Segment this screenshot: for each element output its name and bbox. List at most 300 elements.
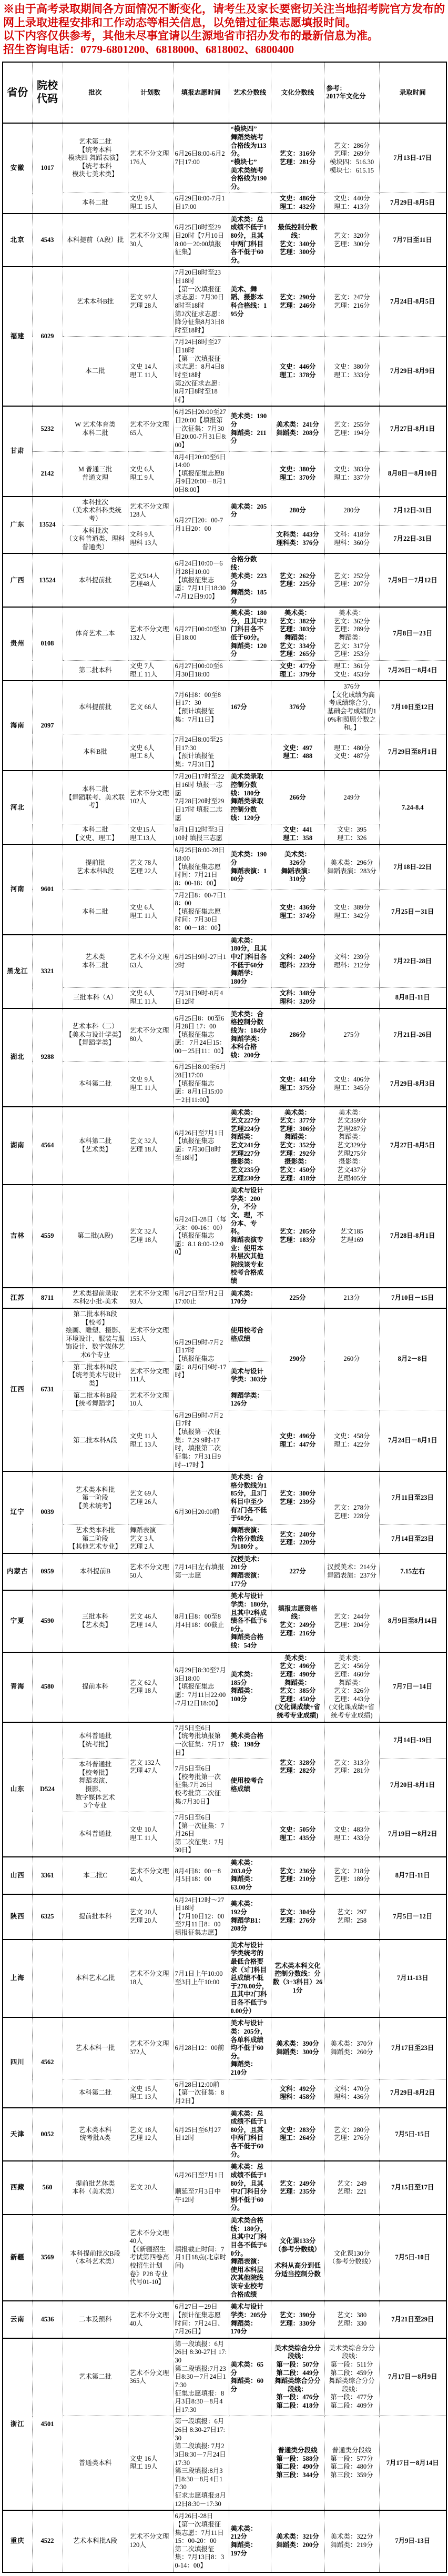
- batch-cell: 提前本科: [63, 1652, 128, 1722]
- ref-2017-cell: 普通类分段线 第一段：577分 第二段：480分 第三段：359分: [324, 2416, 379, 2510]
- art-line-cell: 美术类：190分 舞蹈表演：100分: [229, 844, 271, 890]
- art-line-cell: 美术类： 203.0分 舞蹈类： 63.00分: [229, 1857, 271, 1894]
- art-line-cell: [229, 1410, 271, 1471]
- plan-cell: 文史 6人 理工 11人: [128, 988, 173, 1008]
- admission-time-cell: 7月17日至23日: [379, 2017, 446, 2079]
- province-name: 陕西: [3, 1894, 32, 1939]
- art-line-cell: “模块四” 舞蹈类统考合格线为113分。 “模块七” 美术类统考合格线为190分。: [229, 123, 271, 193]
- art-line-cell: [229, 451, 271, 497]
- time-cell: 7月31日9时-8月4日12时: [173, 988, 229, 1008]
- art-line-cell: 美术类：总成绩不低于180分，且其中2门科目分别不低于60分。: [229, 2161, 271, 2215]
- art-line-cell: [229, 525, 271, 553]
- culture-line-cell: 美术类： 326分 舞蹈表演： 310分: [271, 844, 324, 890]
- plan-cell: 文史 11人 理工 13人: [128, 1410, 173, 1471]
- batch-cell: 本科第二批 【艺术类】: [63, 1107, 128, 1185]
- culture-line-cell: 美术类：241分 舞蹈类：208分: [271, 406, 324, 451]
- plan-cell: 艺术不分文理 120人: [128, 2510, 173, 2572]
- culture-line-cell: 266分: [271, 771, 324, 824]
- ref-2017-cell: 文化课130分 （参考分数线）: [324, 2215, 379, 2301]
- table-row: [3, 1471, 446, 1524]
- batch-cell: 艺术第二批 【统考本科 模块四 舞蹈表演】 【统考本科 模块七美术类】: [63, 123, 128, 193]
- table-row: [3, 890, 446, 935]
- plan-cell: 艺文 46人 艺理 14人: [128, 1590, 173, 1652]
- culture-line-cell: 普通类分段线 第一段：588分 第二段：490分 第三段：344分: [271, 2416, 324, 2510]
- batch-cell: 艺术本科一批: [63, 2017, 128, 2079]
- plan-cell: 艺术不分文理 365人: [128, 2338, 173, 2416]
- column-header: 参考： 2017年文化分: [324, 62, 379, 123]
- culture-line-cell: 艺文：249分 艺理：235分: [271, 2161, 324, 2215]
- art-line-cell: 美术类： 180分，且其中2门科目各不低于60分 舞蹈学： 180分: [229, 935, 271, 988]
- art-line-cell: [229, 2416, 271, 2510]
- batch-cell: 艺术类本科批 第二阶段 【其他艺术专业】: [63, 1524, 128, 1553]
- culture-line-cell: 286分: [271, 1008, 324, 1062]
- ref-2017-cell: 文史：440分 理工：413分: [324, 193, 379, 214]
- time-cell: 6月28日12：00前: [173, 2017, 229, 2079]
- admission-time-cell: 7月11-13日: [379, 1939, 446, 2018]
- plan-cell: 艺术不分文理 50人: [128, 1553, 173, 1591]
- admission-time-cell: 7月10日－15日: [379, 1288, 446, 1308]
- province-name: 江苏: [3, 1288, 32, 1308]
- batch-cell: M 普通三批 普通文理: [63, 451, 128, 497]
- college-code: 6029: [32, 267, 63, 406]
- plan-cell: 艺术不分文理 176人: [128, 123, 173, 193]
- batch-cell: 第二批(A段): [63, 1185, 128, 1288]
- batch-cell: 本科艺术乙批: [63, 1939, 128, 2018]
- ref-2017-cell: 文史：380分 理工：333分: [324, 337, 379, 407]
- admission-time-cell: 7.15左右: [379, 1553, 446, 1591]
- plan-cell: 艺术不分文理 93人: [128, 1288, 173, 1308]
- art-line-cell: [229, 890, 271, 935]
- province-name: 湖北: [3, 1008, 32, 1107]
- art-line-cell: 美术、舞蹈、摄影本科合格线：195分: [229, 267, 271, 337]
- table-row: [3, 1308, 446, 1361]
- art-line-cell: 美术与设计学类统考的最低合格要求（3门科目总成绩不低于270.00分，且其中2门科目各不低于90.00分）: [229, 1939, 271, 2018]
- admission-time-cell: 7月5日－12日: [379, 1894, 446, 1939]
- province-name: 天津: [3, 2108, 32, 2161]
- batch-cell: 本科批次 （美术术科科类统考）: [63, 497, 128, 525]
- art-line-cell: 美术与设计学类：303分: [229, 1361, 271, 1390]
- time-cell: 8月1日8：00至8月4日18：00截止: [173, 1590, 229, 1652]
- art-line-cell: 美术类： 170分: [229, 1288, 271, 1308]
- ref-2017-cell: 文史：483分 理工：433分: [324, 1812, 379, 1857]
- admission-time-cell: 7月26日－8月4日: [379, 660, 446, 681]
- batch-cell: 提前批本科: [63, 1894, 128, 1939]
- ref-2017-cell: 249分: [324, 771, 379, 824]
- college-code: 13524: [32, 497, 63, 554]
- table-row: [3, 451, 446, 497]
- art-line-cell: 美术类：190分 舞蹈类：211分: [229, 406, 271, 451]
- college-code: 6731: [32, 1308, 63, 1471]
- ref-2017-cell: 280分: [324, 497, 379, 525]
- plan-cell: 艺术不分文理 40人 【《新疆招生考试第四卷高校招生计划卷》P28 专业代号01-10】: [128, 2215, 173, 2301]
- time-cell: 6月24日10:00－6月28日10:00 【填报征集志愿：7月11日18:30-7月12日9:00】: [173, 553, 229, 607]
- table-row: [3, 1939, 446, 2018]
- plan-cell: 艺文 97人 艺理 28人: [128, 267, 173, 337]
- plan-cell: 艺文 66人: [128, 681, 173, 734]
- art-line-cell: [229, 1812, 271, 1857]
- admission-time-cell: 7月19日－8月2日: [379, 1812, 446, 1857]
- table-row: [3, 1759, 446, 1812]
- table-row: [3, 607, 446, 660]
- admission-time-cell: 7月29日-8月2日: [379, 2079, 446, 2107]
- time-cell: 填报截止时间：7月1日18点(北京时间): [173, 2215, 229, 2301]
- province-name: 海南: [3, 681, 32, 771]
- admission-table: [2, 62, 447, 2572]
- ref-2017-cell: 260分: [324, 1308, 379, 1410]
- ref-2017-cell: 文史：406分 理工：345分: [324, 1062, 379, 1107]
- batch-cell: 第二批本科A段: [63, 1410, 128, 1471]
- art-line-cell: 美术与设计学类：205分 舞蹈类： 170分: [229, 2301, 271, 2338]
- time-cell: 6月26日至7月1日 【填报征集志愿：7月30日8时至18时】: [173, 1107, 229, 1185]
- table-row: [3, 2301, 446, 2338]
- ref-2017-cell: 汉授美术：214分 舞蹈表演：237分: [324, 1553, 379, 1591]
- time-cell: 6月27日－29日 【预计征集志愿时间：7月24日、7月26日】: [173, 2301, 229, 2338]
- province-name: 山东: [3, 1722, 32, 1857]
- batch-cell: 艺术本科（二） 【美术与设计学类】 【舞蹈学类】: [63, 1008, 128, 1062]
- culture-line-cell: 文史：496分 理工：447分: [271, 1410, 324, 1471]
- batch-cell: 本科普通批 【校考批】 舞蹈表演、 摄影、 数字媒体艺术 3个专业: [63, 1759, 128, 1812]
- batch-cell: 本科提前批: [63, 681, 128, 734]
- table-row: [3, 1107, 446, 1185]
- province-name: 西藏: [3, 2161, 32, 2215]
- batch-cell: 本科提前批: [63, 553, 128, 607]
- time-cell: 7月20日8时至23日18时 【第一次填报征求志愿：7月30日8时至18时 第2次征求志愿：降分征集8月3日8时至18时】: [173, 267, 229, 337]
- admission-time-cell: 8月9日至8月14日: [379, 1590, 446, 1652]
- plan-cell: 文科 9人 理科 13人: [128, 525, 173, 553]
- culture-line-cell: 文史：446分 理工：378分: [271, 337, 324, 407]
- table-row: [3, 1288, 446, 1308]
- plan-cell: 艺术不分文理 30人: [128, 214, 173, 267]
- college-code: 4543: [32, 214, 63, 267]
- province-name: 新疆: [3, 2215, 32, 2301]
- college-code: 2142: [32, 451, 63, 497]
- culture-line-cell: 文史：380分 理工：370分: [271, 451, 324, 497]
- table-row: [3, 2416, 446, 2510]
- province-name: 云南: [3, 2301, 32, 2338]
- plan-cell: 文史 7人 理工 11人: [128, 660, 173, 681]
- admission-time-cell: 7月28日-8月1日: [379, 1185, 446, 1288]
- plan-cell: 艺文514人 艺理48人: [128, 553, 173, 607]
- table-row: [3, 214, 446, 267]
- batch-cell: 普通类本科: [63, 2416, 128, 2510]
- ref-2017-cell: 艺文：244分 艺理：204分: [324, 1590, 379, 1652]
- culture-line-cell: 艺文：390分 艺理：330分: [271, 2301, 324, 2338]
- province-name: 江西: [3, 1308, 32, 1471]
- table-row: [3, 1590, 446, 1652]
- table-row: [3, 497, 446, 525]
- table-row: [3, 844, 446, 890]
- batch-cell: 本科普通批 【统考批】: [63, 1722, 128, 1759]
- plan-cell: 舞蹈表演 艺文 3人 艺理 2人: [128, 1524, 173, 1553]
- admission-time-cell: 7月5日-15日: [379, 2108, 446, 2161]
- admission-time-cell: 7月29日-8月5日: [379, 193, 446, 214]
- college-code: 3321: [32, 935, 63, 1008]
- plan-cell: 艺术不分文理 128人: [128, 497, 173, 525]
- table-row: [3, 406, 446, 451]
- ref-2017-cell: 美术类： 艺文：456分 艺理：460分 舞蹈类： 艺文：326分 艺理：443分 (文化课成绩+省统考专业成绩): [324, 1652, 379, 1722]
- admission-time-cell: 7月7日至11日: [379, 214, 446, 267]
- admission-time-cell: 7月9日-13日: [379, 2510, 446, 2572]
- province-name: 宁夏: [3, 1590, 32, 1652]
- batch-cell: 第二批本科B段 【统考舞蹈学】: [63, 1390, 128, 1410]
- province-name: 四川: [3, 2017, 32, 2107]
- ref-2017-cell: 文科：418分 理科：360分: [324, 525, 379, 553]
- batch-cell: 本科二批 【舞蹈联考、美术联考】: [63, 771, 128, 824]
- college-code: [32, 771, 63, 844]
- table-row: [3, 193, 446, 214]
- ref-2017-cell: 艺文：255分 艺理：194分: [324, 406, 379, 451]
- art-line-cell: 美术类：205分: [229, 497, 271, 525]
- culture-line-cell: 美术类： 艺文：377分 艺理：306分 舞蹈类： 艺文：352分 艺理：292分 摄影类： 艺文：450分 艺理：418分: [271, 1107, 324, 1185]
- plan-cell: 艺术不分文理 40人: [128, 2301, 173, 2338]
- admission-time-cell: 7月14日至23日: [379, 1524, 446, 1553]
- header-notes: [3, 3, 446, 56]
- plan-cell: 文史 6人 理工 9人: [128, 451, 173, 497]
- time-cell: 6月25日8：00至6月28日 17：00 【填报征集志愿： 7月24日15：00－25日11：00】: [173, 1008, 229, 1062]
- plan-cell: 艺术不分文理 155人: [128, 1308, 173, 1361]
- time-cell: 6月25日20:00至27日20:00【填报第一次征集：7月30日20:00-7月31日8:00】: [173, 406, 229, 451]
- admission-time-cell: 8月2－8日: [379, 1308, 446, 1410]
- art-line-cell: 美术类：总成绩不低于180分，且其中两门科目各不低于60分。: [229, 214, 271, 267]
- time-cell: 6月25日8时至29日20时【7月10日8:00－20:00填报征集】: [173, 214, 229, 267]
- culture-line-cell: 227分: [271, 1553, 324, 1591]
- plan-cell: 艺术不分文理 102人: [128, 771, 173, 824]
- time-cell: 6月29日9时-7月2日7时 【填报第一次征集：7.29 9时-17时，填报第二次征集：7月31日9时--17时 】: [173, 1410, 229, 1471]
- column-header: 填报志愿时间: [173, 62, 229, 123]
- culture-line-cell: 美术类：321分 舞蹈类：200分: [271, 2510, 324, 2572]
- ref-2017-cell: 文科：470分 理科：436分: [324, 2079, 379, 2107]
- art-line-cell: 美术类合格线：180分，且其中2门科目各不低于60分。 舞蹈表演： 使用本科层次其他院线该专业校考合格成绩: [229, 2215, 271, 2301]
- plan-cell: 艺文 32人 艺理 18人: [128, 1185, 173, 1288]
- province-name: 山西: [3, 1857, 32, 1894]
- art-line-cell: [229, 2079, 271, 2107]
- ref-2017-cell: 艺文：249 艺理：221: [324, 2161, 379, 2215]
- plan-cell: 文史 6人 理工 11人: [128, 890, 173, 935]
- table-row: [3, 1185, 446, 1288]
- culture-line-cell: 文史：441 理工：358: [271, 824, 324, 845]
- culture-line-cell: 艺文：236分 艺理：210分: [271, 1857, 324, 1894]
- ref-2017-cell: 美术类：322分 舞蹈类：219分: [324, 2510, 379, 2572]
- province-name: 上海: [3, 1939, 32, 2018]
- art-line-cell: 合格分数线： 美术类：223分 舞蹈类：185分: [229, 553, 271, 607]
- time-cell: 7月5日至6日 【第一次征集：7月26日 第二次征集：7月30日】: [173, 1812, 229, 1857]
- culture-line-cell: 文史：436分 理工：374分: [271, 890, 324, 935]
- art-line-cell: 使用校考合格成绩: [229, 1759, 271, 1812]
- table-row: [3, 1062, 446, 1107]
- batch-cell: 艺术本科B批: [63, 267, 128, 337]
- ref-2017-cell: 艺文185 艺理169: [324, 1185, 379, 1288]
- plan-cell: 文史 6人 理工 8人: [128, 734, 173, 771]
- art-line-cell: 美术类： 185分 舞蹈类： 100分: [229, 1652, 271, 1722]
- ref-2017-cell: [324, 1939, 379, 2018]
- college-code: 4522: [32, 2510, 63, 2572]
- table-row: [3, 734, 446, 771]
- art-line-cell: [229, 988, 271, 1008]
- plan-cell: 艺术不分文理 40人: [128, 1857, 173, 1894]
- table-row: [3, 988, 446, 1008]
- art-line-cell: 美术类合格线：198分: [229, 1722, 271, 1759]
- time-cell: 6月26日8:00-6月27日17:00: [173, 123, 229, 193]
- table-body: [3, 123, 446, 2572]
- ref-2017-cell: 艺文：280分 艺理：276分: [324, 2108, 379, 2161]
- plan-cell: 艺文 62人 艺理 18人: [128, 1652, 173, 1722]
- table-row: [3, 1857, 446, 1894]
- province-name: 广东: [3, 497, 32, 554]
- college-code: 0039: [32, 1471, 63, 1553]
- admission-time-cell: 7月22日-28日: [379, 935, 446, 988]
- ref-2017-cell: 美术类：296分 舞蹈表演：283分: [324, 844, 379, 890]
- college-code: D524: [32, 1722, 63, 1857]
- plan-cell: 艺术不分文理 80人: [128, 1008, 173, 1062]
- art-line-cell: 美术类录取控制分数线：180分 舞蹈类录取控制分数线：120分: [229, 771, 271, 824]
- admission-time-cell: 7月9日－7月12日: [379, 553, 446, 607]
- culture-line-cell: 文史：486分 理工：432分: [271, 193, 324, 214]
- time-cell: 第一段填报：6月26日 8:30-27日17:30 第二段填报: 7月23日8:30－7月24日17:30 第三段填报:8月3日8:30－8月4日17:30 征求志愿填报:8月12日8:30－17:30: [173, 2416, 229, 2510]
- province-name: 青海: [3, 1652, 32, 1722]
- admission-time-cell: 7月21日至29日: [379, 2301, 446, 2338]
- admission-time-cell: 7月5日-10日: [379, 2215, 446, 2301]
- time-cell: 6月25日8:00-28日18:00 【填报征集志愿时间：7月21日8：00-18：00】: [173, 844, 229, 890]
- admission-time-cell: 8月8日－8月10日: [379, 451, 446, 497]
- province-name: 广西: [3, 553, 32, 607]
- art-line-cell: 美术与设计类：205分，各单科成绩均不低于60分。 舞蹈类： 210分: [229, 2017, 271, 2079]
- admission-time-cell: 7月29日-8月3日: [379, 1062, 446, 1107]
- column-header: 省份: [3, 62, 32, 123]
- culture-line-cell: 文科类：443分 理科类：376分: [271, 525, 324, 553]
- province-name: 浙江: [3, 2338, 32, 2511]
- college-code: 13524: [32, 553, 63, 607]
- art-line-cell: 美术类： 艺文227分 艺理224分 舞蹈类： 艺文241分 艺理227分 摄影类： 艺文235分 艺理230分: [229, 1107, 271, 1185]
- plan-cell: 艺术不分文理 65人: [128, 406, 173, 451]
- ref-2017-cell: 理工：361分 文史：453分: [324, 660, 379, 681]
- college-code: 0052: [32, 2108, 63, 2161]
- art-line-cell: 美术类：65分 舞蹈类：60分: [229, 2338, 271, 2416]
- time-cell: 7月6日8：00至8日17：30 【预计填报征集：7月11日】: [173, 681, 229, 734]
- note-reference: 以下内容仅供参考，其他未尽事宜请以生源地省市招办发布的最新信息为准。: [3, 29, 379, 43]
- batch-cell: 第二批本科B段 【统考美术与设计类】: [63, 1361, 128, 1390]
- plan-cell: 艺文 132人 艺理 47人: [128, 1722, 173, 1812]
- table-row: [3, 337, 446, 407]
- college-code: 560: [32, 2161, 63, 2215]
- batch-cell: 本科二批 【文史、理工】: [63, 824, 128, 845]
- culture-line-cell: 文史：497 理工：488: [271, 734, 324, 771]
- batch-cell: 艺术类本科 统考批A类: [63, 2108, 128, 2161]
- culture-line-cell: 美术类： 艺文：496分 艺理：490分 舞蹈类： 艺文：385分 艺理：450分 (文化课成绩+省统考专业成绩): [271, 1652, 324, 1722]
- college-code: 4562: [32, 2017, 63, 2107]
- batch-cell: 体育艺术二本: [63, 607, 128, 660]
- table-row: [3, 1008, 446, 1062]
- batch-cell: 本科提前批次B段 （本科艺术类）: [63, 2215, 128, 2301]
- admission-time-cell: 8月7日-11日: [379, 1857, 446, 1894]
- plan-cell: 艺术不分文理 18人: [128, 1939, 173, 2018]
- province-name: 黑龙江: [3, 935, 32, 1008]
- culture-line-cell: 376分: [271, 681, 324, 734]
- batch-cell: 艺术本科批A段: [63, 2510, 128, 2572]
- college-code: 4580: [32, 1652, 63, 1722]
- college-code: 5232: [32, 406, 63, 451]
- culture-line-cell: 290分: [271, 1308, 324, 1410]
- college-code: 3361: [32, 1857, 63, 1894]
- plan-cell: 艺文 32人 艺理 18人: [128, 1107, 173, 1185]
- table-row: [3, 2108, 446, 2161]
- time-cell: 6月27日20：00-7月1日20：00: [173, 497, 229, 554]
- art-line-cell: 美术类： 192分 舞蹈学B1： 208分: [229, 1894, 271, 1939]
- table-row: [3, 681, 446, 734]
- college-code: 6325: [32, 1894, 63, 1939]
- culture-line-cell: 最低控制分数线： 艺文：340分 艺理：300分: [271, 214, 324, 267]
- province-name: 湖南: [3, 1107, 32, 1185]
- table-row: [3, 1894, 446, 1939]
- table-row: [3, 771, 446, 824]
- table-row: [3, 935, 446, 988]
- art-line-cell: 美术与设计学类：180分,且其中2科成绩各不低于60分。 舞蹈类合格线：54分: [229, 1590, 271, 1652]
- table-header: [3, 62, 446, 123]
- plan-cell: 艺文 20人 艺理 20人: [128, 1894, 173, 1939]
- art-line-cell: 美术类：合格分数线为185分，且3门科目中至少有2门各不低于60分。: [229, 1471, 271, 1524]
- culture-line-cell: 艺术类本科文化控制分数线：分数（3+3科目）261分: [271, 1939, 324, 2018]
- admission-time-cell: 7月17日－8月9日: [379, 2338, 446, 2416]
- time-cell: 8月1日12时至3日10时 填报三志愿: [173, 824, 229, 845]
- college-code: 4536: [32, 2301, 63, 2338]
- culture-line-cell: 文史：477分 理工：379分: [271, 660, 324, 681]
- admission-time-cell: 7月7日－14日: [379, 1652, 446, 1722]
- time-cell: 6月25日8:00至6月28日17:00 【填报征集志愿：8月1日15:00－2日11:00】: [173, 1062, 229, 1107]
- culture-line-cell: 文史：441分 理工：375分: [271, 1062, 324, 1107]
- ref-2017-cell: 艺文：247分 艺理：216分: [324, 267, 379, 337]
- ref-2017-cell: 213分: [324, 1288, 379, 1308]
- ref-2017-cell: 艺文：320分 艺理：300分: [324, 214, 379, 267]
- ref-2017-cell: 艺文：252分 艺理：207分: [324, 553, 379, 607]
- culture-line-cell: 美术类： 艺文：382分 艺理：303分 舞蹈类： 艺文：334分 艺理：265分: [271, 607, 324, 660]
- college-code: 4564: [32, 1107, 63, 1185]
- admission-time-cell: 7.24-8.4: [379, 771, 446, 844]
- admission-time-cell: 7月29日至8月1日: [379, 734, 446, 771]
- admission-time-cell: 7月24日-8月5日: [379, 267, 446, 337]
- admission-time-cell: 7月27日-8月5日: [379, 1107, 446, 1185]
- time-cell: 6月24日12时～27日18时 【7月10日12：00至7月11日8：00填报征集志愿】: [173, 1894, 229, 1939]
- culture-line-cell: 艺文：262分 艺理：225分: [271, 553, 324, 607]
- admission-time-cell: 8月8日-11日: [379, 988, 446, 1008]
- admission-time-cell: 7月27日-8月1日: [379, 406, 446, 451]
- table-row: [3, 2338, 446, 2416]
- art-line-cell: [229, 337, 271, 407]
- province-name: 河北: [3, 771, 32, 844]
- batch-cell: 第二批本科B段 【校考】 绘画、雕塑、摄影、环境设计、服装与服饰设计、数字媒体艺术6个专业: [63, 1308, 128, 1361]
- plan-cell: 艺术不分文理 111人: [128, 1361, 173, 1390]
- culture-line-cell: 艺文：328分 艺理：282分: [271, 1722, 324, 1812]
- batch-cell: 本科B批: [63, 734, 128, 771]
- table-row: [3, 1812, 446, 1857]
- table-row: [3, 1722, 446, 1759]
- plan-cell: 文史 9人 理工 15人: [128, 193, 173, 214]
- batch-cell: 提前批 艺术本科B段: [63, 844, 128, 890]
- culture-line-cell: 艺文：240分 艺理：220分: [271, 1524, 324, 1553]
- admission-time-cell: 7月12日-31日: [379, 497, 446, 525]
- time-cell: 7月5日至6日 【统考批填报第一次征集：7月17日】: [173, 1722, 229, 1759]
- note-phone: 招生咨询电话：0779-6801200、6818000、6818002、6800400: [3, 43, 294, 56]
- college-code: 8711: [32, 1288, 63, 1308]
- college-code: 9288: [32, 1008, 63, 1107]
- plan-cell: 文史 14人 理工 11人: [128, 337, 173, 407]
- time-cell: 6月25日9时-27日12时: [173, 935, 229, 988]
- admission-time-cell: 7月10日至12日: [379, 681, 446, 734]
- admission-time-cell: 7月24日－8月1日: [379, 1410, 446, 1471]
- art-line-cell: [229, 734, 271, 771]
- batch-cell: 本二批C: [63, 1857, 128, 1894]
- admission-time-cell: 7月14日-19日: [379, 1722, 446, 1759]
- batch-cell: 第二批本科: [63, 660, 128, 681]
- art-line-cell: [229, 824, 271, 845]
